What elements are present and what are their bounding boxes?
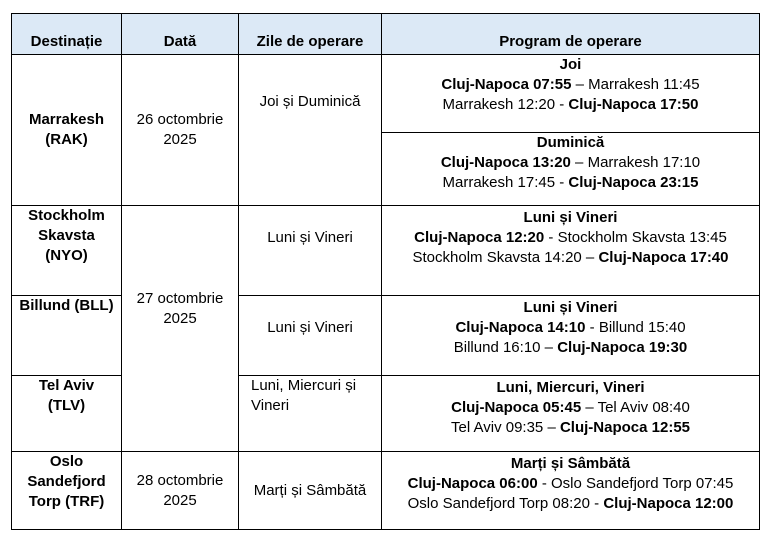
days-text: Vineri: [251, 397, 290, 414]
program-cell-rak-joi: [382, 55, 760, 133]
date-text: 28 octombrie: [136, 471, 224, 489]
separator: –: [581, 249, 599, 266]
header-row: [12, 14, 760, 55]
arrival: Cluj-Napoca 12:55: [559, 419, 691, 436]
program-day: Luni și Vineri: [523, 209, 618, 226]
departure: Marrakesh 12:20: [442, 96, 556, 113]
destination-cell-nyo: [12, 206, 122, 296]
program-line: [386, 228, 755, 248]
program-line: [386, 474, 755, 494]
arrival: Tel Aviv 08:40: [597, 399, 690, 416]
table-row: [12, 452, 760, 530]
date-cell-trf: [122, 452, 239, 530]
departure: Tel Aviv 09:35: [450, 419, 544, 436]
program-line: [386, 75, 755, 95]
destination-code: (RAK): [45, 131, 88, 148]
program-day: Luni și Vineri: [523, 299, 618, 316]
departure: Marrakesh 17:45: [442, 174, 556, 191]
days-text: Joi și Duminică: [259, 93, 361, 110]
program-line: [386, 418, 755, 438]
separator: -: [537, 475, 552, 492]
program-line: [386, 318, 755, 338]
program-line: [386, 338, 755, 358]
departure: Billund 16:10: [453, 339, 541, 356]
destination-name: Sandefjord: [27, 473, 106, 490]
arrival: Cluj-Napoca 17:40: [598, 249, 729, 266]
departure: Oslo Sandefjord Torp 08:20: [407, 495, 590, 512]
days-text: Luni și Vineri: [267, 229, 353, 246]
program-cell-trf: [382, 452, 760, 530]
separator: –: [571, 76, 589, 93]
destination-cell-tlv: [12, 376, 122, 452]
departure: Cluj-Napoca 12:20: [414, 229, 545, 246]
days-cell-tlv: [239, 376, 382, 452]
date-cell-rak: [122, 55, 239, 206]
date-text: 26 octombrie: [136, 111, 224, 128]
destination-cell-bll: [12, 296, 122, 376]
arrival: Marrakesh 11:45: [588, 76, 700, 93]
program-cell-nyo: [382, 206, 760, 296]
departure: Cluj-Napoca 07:55: [441, 76, 572, 93]
program-line: [386, 173, 755, 193]
separator: –: [570, 154, 588, 171]
arrival: Oslo Sandefjord Torp 07:45: [551, 475, 734, 492]
days-cell-rak: [239, 55, 382, 206]
program-cell-rak-duminica: [382, 133, 760, 206]
program-day: Duminică: [536, 134, 605, 151]
header-operating-days: Zile de operare: [239, 14, 382, 55]
departure: Cluj-Napoca 14:10: [455, 319, 586, 336]
program-line: [386, 248, 755, 268]
destination-name: Tel Aviv: [38, 377, 95, 394]
program-line: [386, 494, 755, 514]
separator: -: [555, 174, 569, 191]
separator: -: [544, 229, 558, 246]
separator: –: [543, 419, 560, 436]
program-day: Marți și Sâmbătă: [510, 455, 631, 472]
arrival: Stockholm Skavsta 13:45: [557, 229, 727, 246]
program-line: [386, 95, 755, 115]
program-cell-bll: [382, 296, 760, 376]
separator: –: [540, 339, 558, 356]
departure: Stockholm Skavsta 14:20: [412, 249, 582, 266]
date-year: 2025: [163, 131, 197, 148]
separator: -: [555, 96, 569, 113]
days-text: Marți și Sâmbătă: [253, 481, 367, 499]
header-destination: Destinație: [12, 14, 122, 55]
date-text: 27 octombrie: [136, 289, 224, 307]
arrival: Cluj-Napoca 17:50: [568, 96, 699, 113]
separator: -: [585, 319, 599, 336]
destination-name: Billund (BLL): [19, 297, 114, 314]
days-text: Luni și Vineri: [267, 319, 353, 336]
destination-cell-trf: [12, 452, 122, 530]
program-day: Luni, Miercuri, Vineri: [496, 379, 645, 396]
arrival: Marrakesh 17:10: [587, 154, 701, 171]
table-row: [12, 55, 760, 133]
header-operating-program: Program de operare: [382, 14, 760, 55]
arrival: Cluj-Napoca 12:00: [603, 495, 734, 512]
destination-code: (TLV): [47, 397, 86, 414]
header-date: Dată: [122, 14, 239, 55]
destination-code: (NYO): [45, 247, 88, 264]
destination-name: Stockholm: [28, 207, 105, 224]
flight-schedule-table: [11, 13, 760, 530]
arrival: Cluj-Napoca 23:15: [568, 174, 699, 191]
destination-code: Torp (TRF): [28, 493, 105, 510]
program-day: Joi: [559, 56, 582, 73]
table-row: [12, 206, 760, 296]
departure: Cluj-Napoca 05:45: [451, 399, 582, 416]
destination-name: Skavsta: [38, 227, 95, 244]
arrival: Cluj-Napoca 19:30: [557, 339, 688, 356]
date-year: 2025: [163, 491, 197, 509]
destination-name: Marrakesh: [28, 111, 105, 128]
separator: –: [581, 399, 598, 416]
separator: -: [589, 495, 604, 512]
days-text: Luni, Miercuri și: [251, 377, 357, 394]
program-cell-tlv: [382, 376, 760, 452]
days-cell-nyo: [239, 206, 382, 296]
destination-name: Oslo: [49, 453, 84, 470]
date-year: 2025: [163, 309, 197, 327]
date-cell-shared: [122, 206, 239, 452]
departure: Cluj-Napoca 13:20: [440, 154, 571, 171]
days-cell-trf: [239, 452, 382, 530]
destination-cell-rak: [12, 55, 122, 206]
departure: Cluj-Napoca 06:00: [407, 475, 538, 492]
days-cell-bll: [239, 296, 382, 376]
program-line: [386, 153, 755, 173]
arrival: Billund 15:40: [598, 319, 686, 336]
program-line: [386, 398, 755, 418]
